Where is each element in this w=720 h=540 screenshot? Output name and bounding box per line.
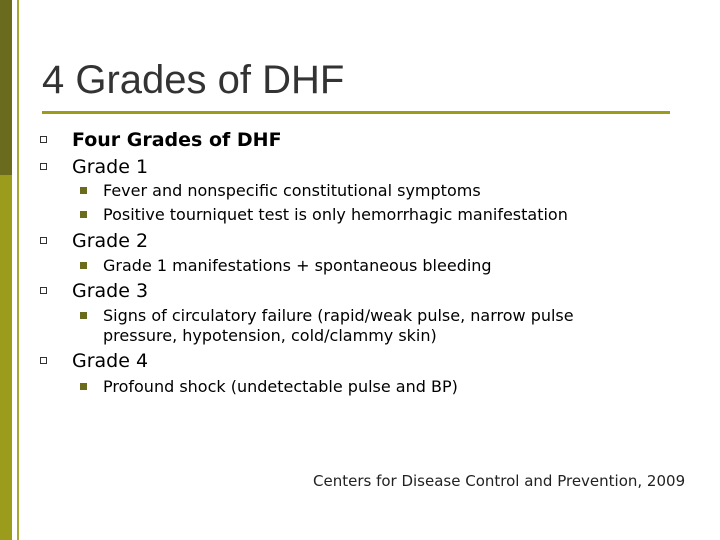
solid-square-bullet-icon [80,211,87,218]
bullet-text: Grade 4 [72,350,149,372]
sub-bullet-text: Positive tourniquet test is only hemorrhagic manifestation [103,205,568,224]
sub-bullet-text-continuation: pressure, hypotension, cold/clammy skin) [103,326,437,345]
sidebar-line [17,0,19,540]
solid-square-bullet-icon [80,262,87,269]
hollow-square-bullet-icon [40,136,47,143]
hollow-square-bullet-icon [40,287,47,294]
hollow-square-bullet-icon [40,237,47,244]
hollow-square-bullet-icon [40,357,47,364]
title-underline [42,111,670,114]
sidebar-dark-band [0,0,12,175]
sub-bullet-text: Grade 1 manifestations + spontaneous bleeding [103,256,492,275]
solid-square-bullet-icon [80,383,87,390]
sub-bullet-text: Profound shock (undetectable pulse and BP) [103,377,458,396]
bullet-text: Grade 3 [72,280,149,302]
hollow-square-bullet-icon [40,163,47,170]
solid-square-bullet-icon [80,187,87,194]
sub-bullet-text: Signs of circulatory failure (rapid/weak pulse, narrow pulse [103,306,574,325]
bullet-text: Grade 1 [72,156,149,178]
sidebar-light-band [0,175,12,540]
solid-square-bullet-icon [80,312,87,319]
slide-title: 4 Grades of DHF [42,58,345,102]
citation: Centers for Disease Control and Prevention, 2009 [313,472,686,490]
bullet-text: Grade 2 [72,230,149,252]
bullet-text: Four Grades of DHF [72,129,282,151]
sub-bullet-text: Fever and nonspecific constitutional symptoms [103,181,481,200]
